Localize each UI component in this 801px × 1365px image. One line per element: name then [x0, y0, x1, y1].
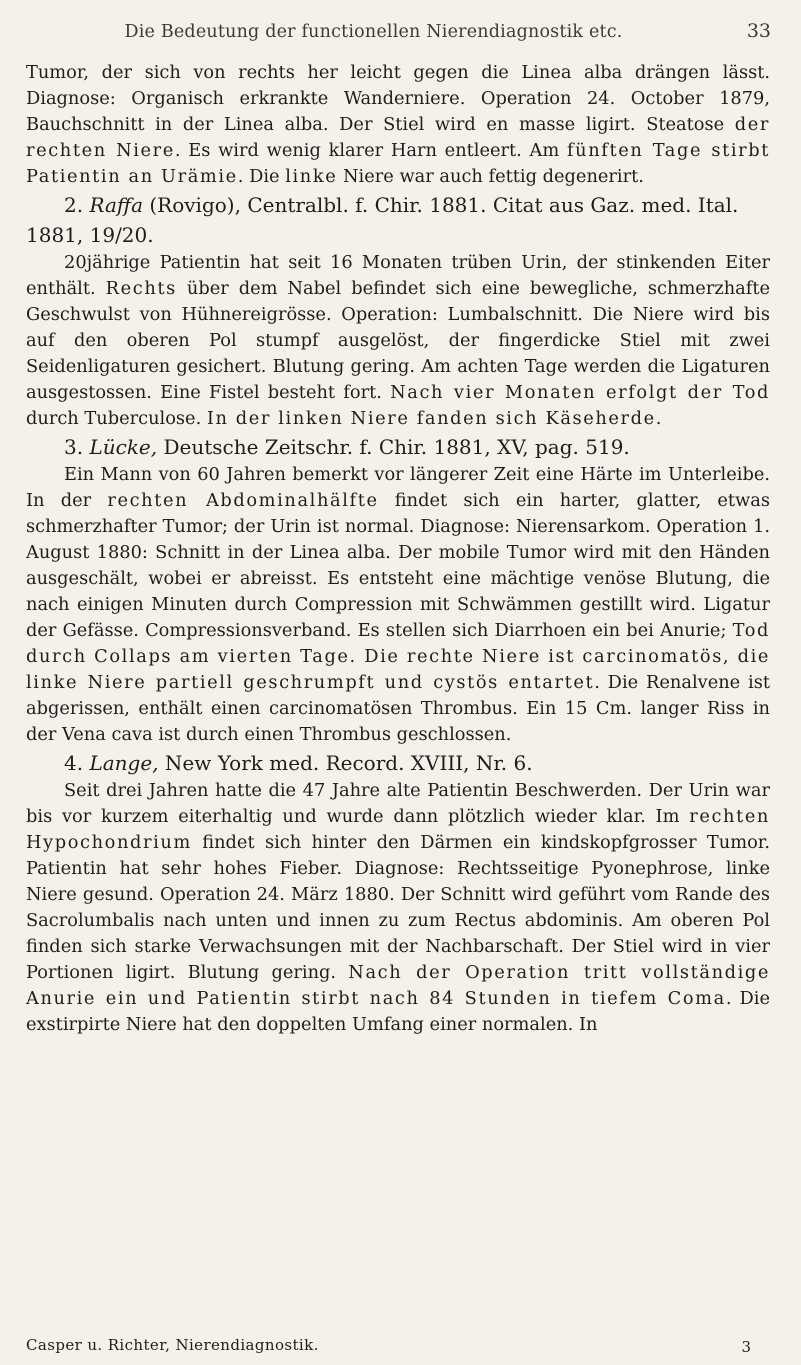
- case-1-continuation: Tumor, der sich von rechts her leicht gegen die Linea alba drängen lässt. Diagnose: Organisch erkrankte Wanderniere. Operation 24. October 1879, Bauchschnitt in der Linea alba. Der Stiel wird en masse ligirt. Steatose der rechten Niere. Es wird wenig klarer Harn entleert. Am fünften Tage stirbt Patientin an Urämie. Die linke Niere war auch fettig degenerirt.: [26, 62, 770, 187]
- page-body: [26, 60, 770, 1038]
- case-4-citation: 4. Lange, New York med. Record. XVIII, Nr. 6.: [64, 751, 533, 775]
- case-2-text: 20jährige Patientin hat seit 16 Monaten trüben Urin, der stinkenden Eiter enthält. Rechts über dem Nabel befindet sich eine bewegliche, schmerzhafte Geschwulst von Hühnereigrösse. Operation: Lumbalschnitt. Die Niere wird bis auf den oberen Pol stumpf ausgelöst, der fingerdicke Stiel mit zwei Seidenligaturen gesichert. Blutung gering. Am achten Tage werden die Ligaturen ausgestossen. Eine Fistel besteht fort. Nach vier Monaten erfolgt der Tod durch Tuberculose. In der linken Niere fanden sich Käseherde.: [26, 252, 770, 429]
- case-3-author: Lücke,: [89, 435, 158, 459]
- case-4-text: Seit drei Jahren hatte die 47 Jahre alte Patientin Beschwerden. Der Urin war bis vor kurzem eiterhaltig und wurde dann plötzlich wieder klar. Im rechten Hypochondrium findet sich hinter den Därmen ein kindskopfgrosser Tumor. Patientin hat sehr hohes Fieber. Diagnose: Rechtsseitige Pyonephrose, linke Niere gesund. Operation 24. März 1880. Der Schnitt wird geführt vom Rande des Sacrolumbalis nach unten und innen zu zum Rectus abdominis. Am oberen Pol finden sich starke Verwachsungen mit der Nachbarschaft. Der Stiel wird in vier Portionen ligirt. Blutung gering. Nach der Operation tritt vollständige Anurie ein und Patientin stirbt nach 84 Stunden in tiefem Coma. Die exstirpirte Niere hat den doppelten Umfang einer normalen. In: [26, 780, 771, 1035]
- running-title: Die Bedeutung der functionellen Nierendiagnostik etc.: [124, 22, 623, 42]
- case-2-citation: 2. Raffa (Rovigo), Centralbl. f. Chir. 1881. Citat aus Gaz. med. Ital. 1881, 19/20.: [26, 193, 739, 247]
- case-4-author: Lange,: [89, 751, 159, 775]
- case-3-citation: 3. Lücke, Deutsche Zeitschr. f. Chir. 1881, XV, pag. 519.: [64, 435, 630, 459]
- footer-note: Casper u. Richter, Nierendiagnostik.: [26, 1336, 319, 1354]
- page-header: [36, 12, 771, 48]
- case-3-text: Ein Mann von 60 Jahren bemerkt vor längerer Zeit eine Härte im Unterleibe. In der rechten Abdominalhälfte findet sich ein harter, glatter, etwas schmerzhafter Tumor; der Urin ist normal. Diagnose: Nierensarkom. Operation 1. August 1880: Schnitt in der Linea alba. Der mobile Tumor wird mit den Händen ausgeschält, wobei er abreisst. Es entsteht eine mächtige venöse Blutung, die nach einigen Minuten durch Compression mit Schwämmen gestillt wird. Ligatur der Gefässe. Compressionsverband. Es stellen sich Diarrhoen ein bei Anurie; Tod durch Collaps am vierten Tage. Die rechte Niere ist carcinomatös, die linke Niere partiell geschrumpft und cystös entartet. Die Renalvene ist abgerissen, enthält einen carcinomatösen Thrombus. Ein 15 Cm. langer Riss in der Vena cava ist durch einen Thrombus geschlossen.: [26, 464, 770, 745]
- page-number: 33: [746, 20, 771, 42]
- page-footer: [26, 1334, 771, 1358]
- case-2-author: Raffa: [89, 193, 143, 217]
- signature-mark: 3: [741, 1338, 751, 1356]
